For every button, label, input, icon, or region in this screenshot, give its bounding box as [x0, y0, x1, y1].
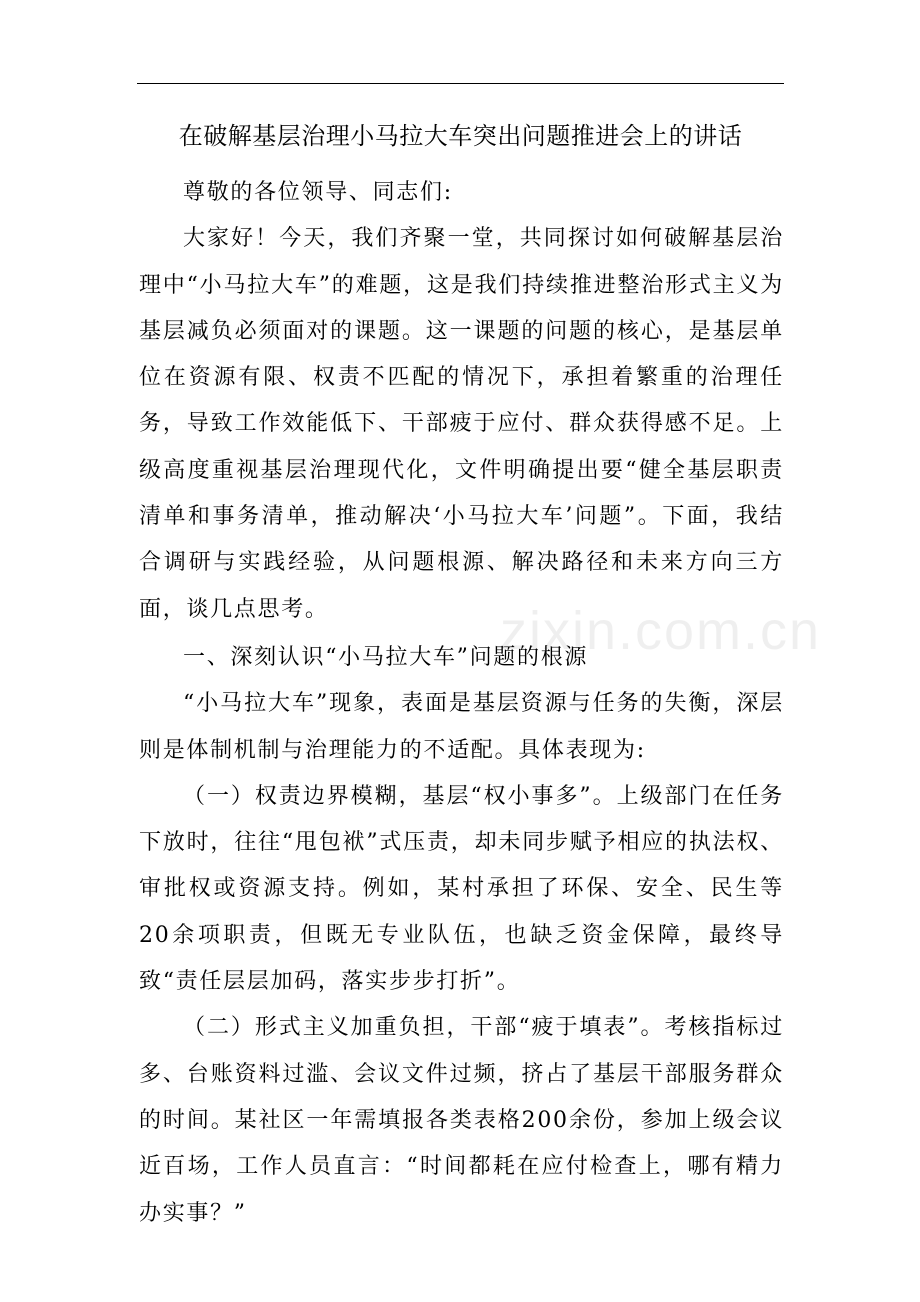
- paragraph-point-2: （二）形式主义加重负担，干部“疲于填表”。考核指标过多、台账资料过滥、会议文件过频，挤占了基层干部服务群众的时间。某社区一年需填报各类表格200余份，参加上级会议近百场，工作人员直言：“时间都耗在应付检查上，哪有精力办实事？”: [139, 1015, 784, 1226]
- section-heading-1: 一、深刻认识“小马拉大车”问题的根源: [183, 644, 589, 670]
- document-body: [139, 170, 784, 1237]
- watermark-text: zixin.com.cn: [500, 601, 822, 661]
- paragraph-phenomenon: “小马拉大车”现象，表面是基层资源与任务的失衡，深层则是体制机制与治理能力的不适配。具体表现为:: [139, 691, 784, 763]
- document-title: 在破解基层治理小马拉大车突出问题推进会上的讲话: [178, 122, 743, 150]
- paragraph-opening: 大家好！今天，我们齐聚一堂，共同探讨如何破解基层治理中“小马拉大车”的难题，这是我们持续推进整治形式主义为基层减负必须面对的课题。这一课题的问题的核心，是基层单位在资源有限、权责不匹配的情况下，承担着繁重的治理任务，导致工作效能低下、干部疲于应付、群众获得感不足。上级高度重视基层治理现代化，文件明确提出要“健全基层职责清单和事务清单，推动解决‘小马拉大车’问题”。下面，我结合调研与实践经验，从问题根源、解决路径和未来方向三方面，谈几点思考。: [139, 226, 784, 622]
- header-rule: [137, 83, 784, 84]
- salutation: 尊敬的各位领导、同志们:: [183, 180, 453, 205]
- paragraph-point-1: （一）权责边界模糊，基层“权小事多”。上级部门在任务下放时，往往“甩包袱”式压责，却未同步赋予相应的执法权、审批权或资源支持。例如，某村承担了环保、安全、民生等20余项职责，但既无专业队伍，也缺乏资金保障，最终导致“责任层层加码，落实步步打折”。: [139, 783, 784, 995]
